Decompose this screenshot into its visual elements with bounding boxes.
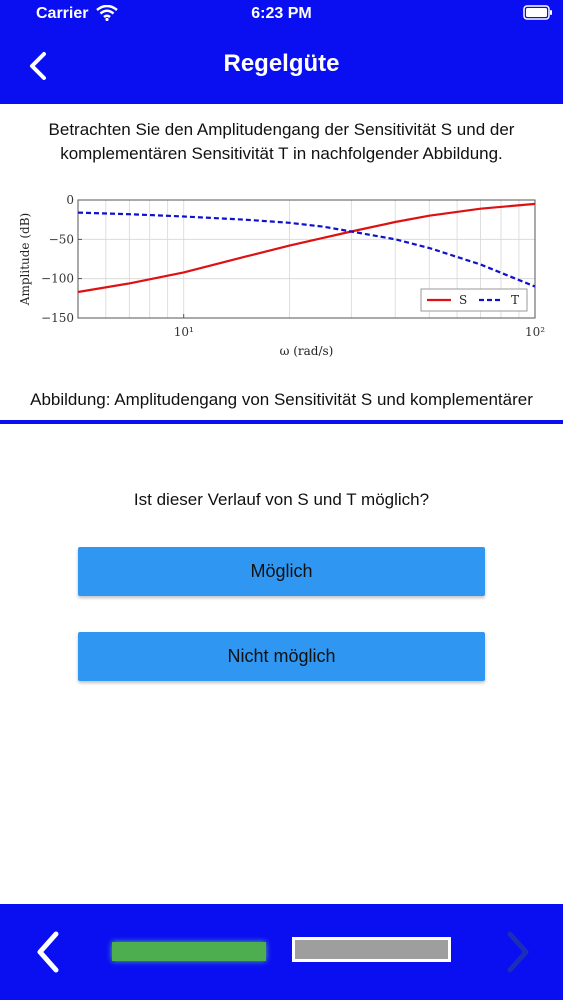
- y-tick-label: −50: [48, 232, 74, 247]
- answer-impossible-button[interactable]: Nicht möglich: [78, 632, 485, 681]
- y-axis-label: Amplitude (dB): [18, 212, 32, 306]
- amplitude-chart: [0, 188, 563, 368]
- next-question-button[interactable]: [496, 928, 536, 976]
- page-title: Regelgüte: [223, 50, 340, 77]
- previous-question-button[interactable]: [30, 928, 70, 976]
- chart-svg: [0, 188, 563, 368]
- navigation-bar: [0, 0, 563, 104]
- question-text: Ist dieser Verlauf von S und T möglich?: [133, 490, 430, 509]
- x-axis-label: ω (rad/s): [279, 344, 334, 358]
- legend-label-T: T: [511, 293, 520, 307]
- divider: [0, 420, 563, 424]
- carrier-label: Carrier: [36, 5, 89, 22]
- figure-caption: Abbildung: Amplitudengang von Sensitivität S und komplementärer: [30, 390, 533, 409]
- y-tick-label: −150: [41, 311, 74, 325]
- x-tick-label: 10²: [524, 325, 546, 339]
- x-tick-label: 10¹: [173, 325, 194, 339]
- content-scroll-area[interactable]: [0, 104, 563, 421]
- answer-possible-button[interactable]: Möglich: [78, 547, 485, 596]
- y-tick-label: 0: [66, 193, 74, 207]
- progress-segment-current: [292, 937, 451, 962]
- battery-icon: [523, 5, 553, 20]
- legend-label-S: S: [459, 293, 468, 307]
- y-tick-label: −100: [41, 271, 74, 286]
- bottom-navigation-bar: [0, 904, 563, 1000]
- progress-segment-completed: [112, 942, 266, 961]
- intro-text: Betrachten Sie den Amplitudengang der Sensitivität S und der komplementären Sensitivität T in nachfolgender Abbildung.: [48, 120, 515, 163]
- clock: 6:23 PM: [251, 5, 312, 22]
- series-line-T: [78, 213, 535, 287]
- status-bar: [0, 0, 563, 28]
